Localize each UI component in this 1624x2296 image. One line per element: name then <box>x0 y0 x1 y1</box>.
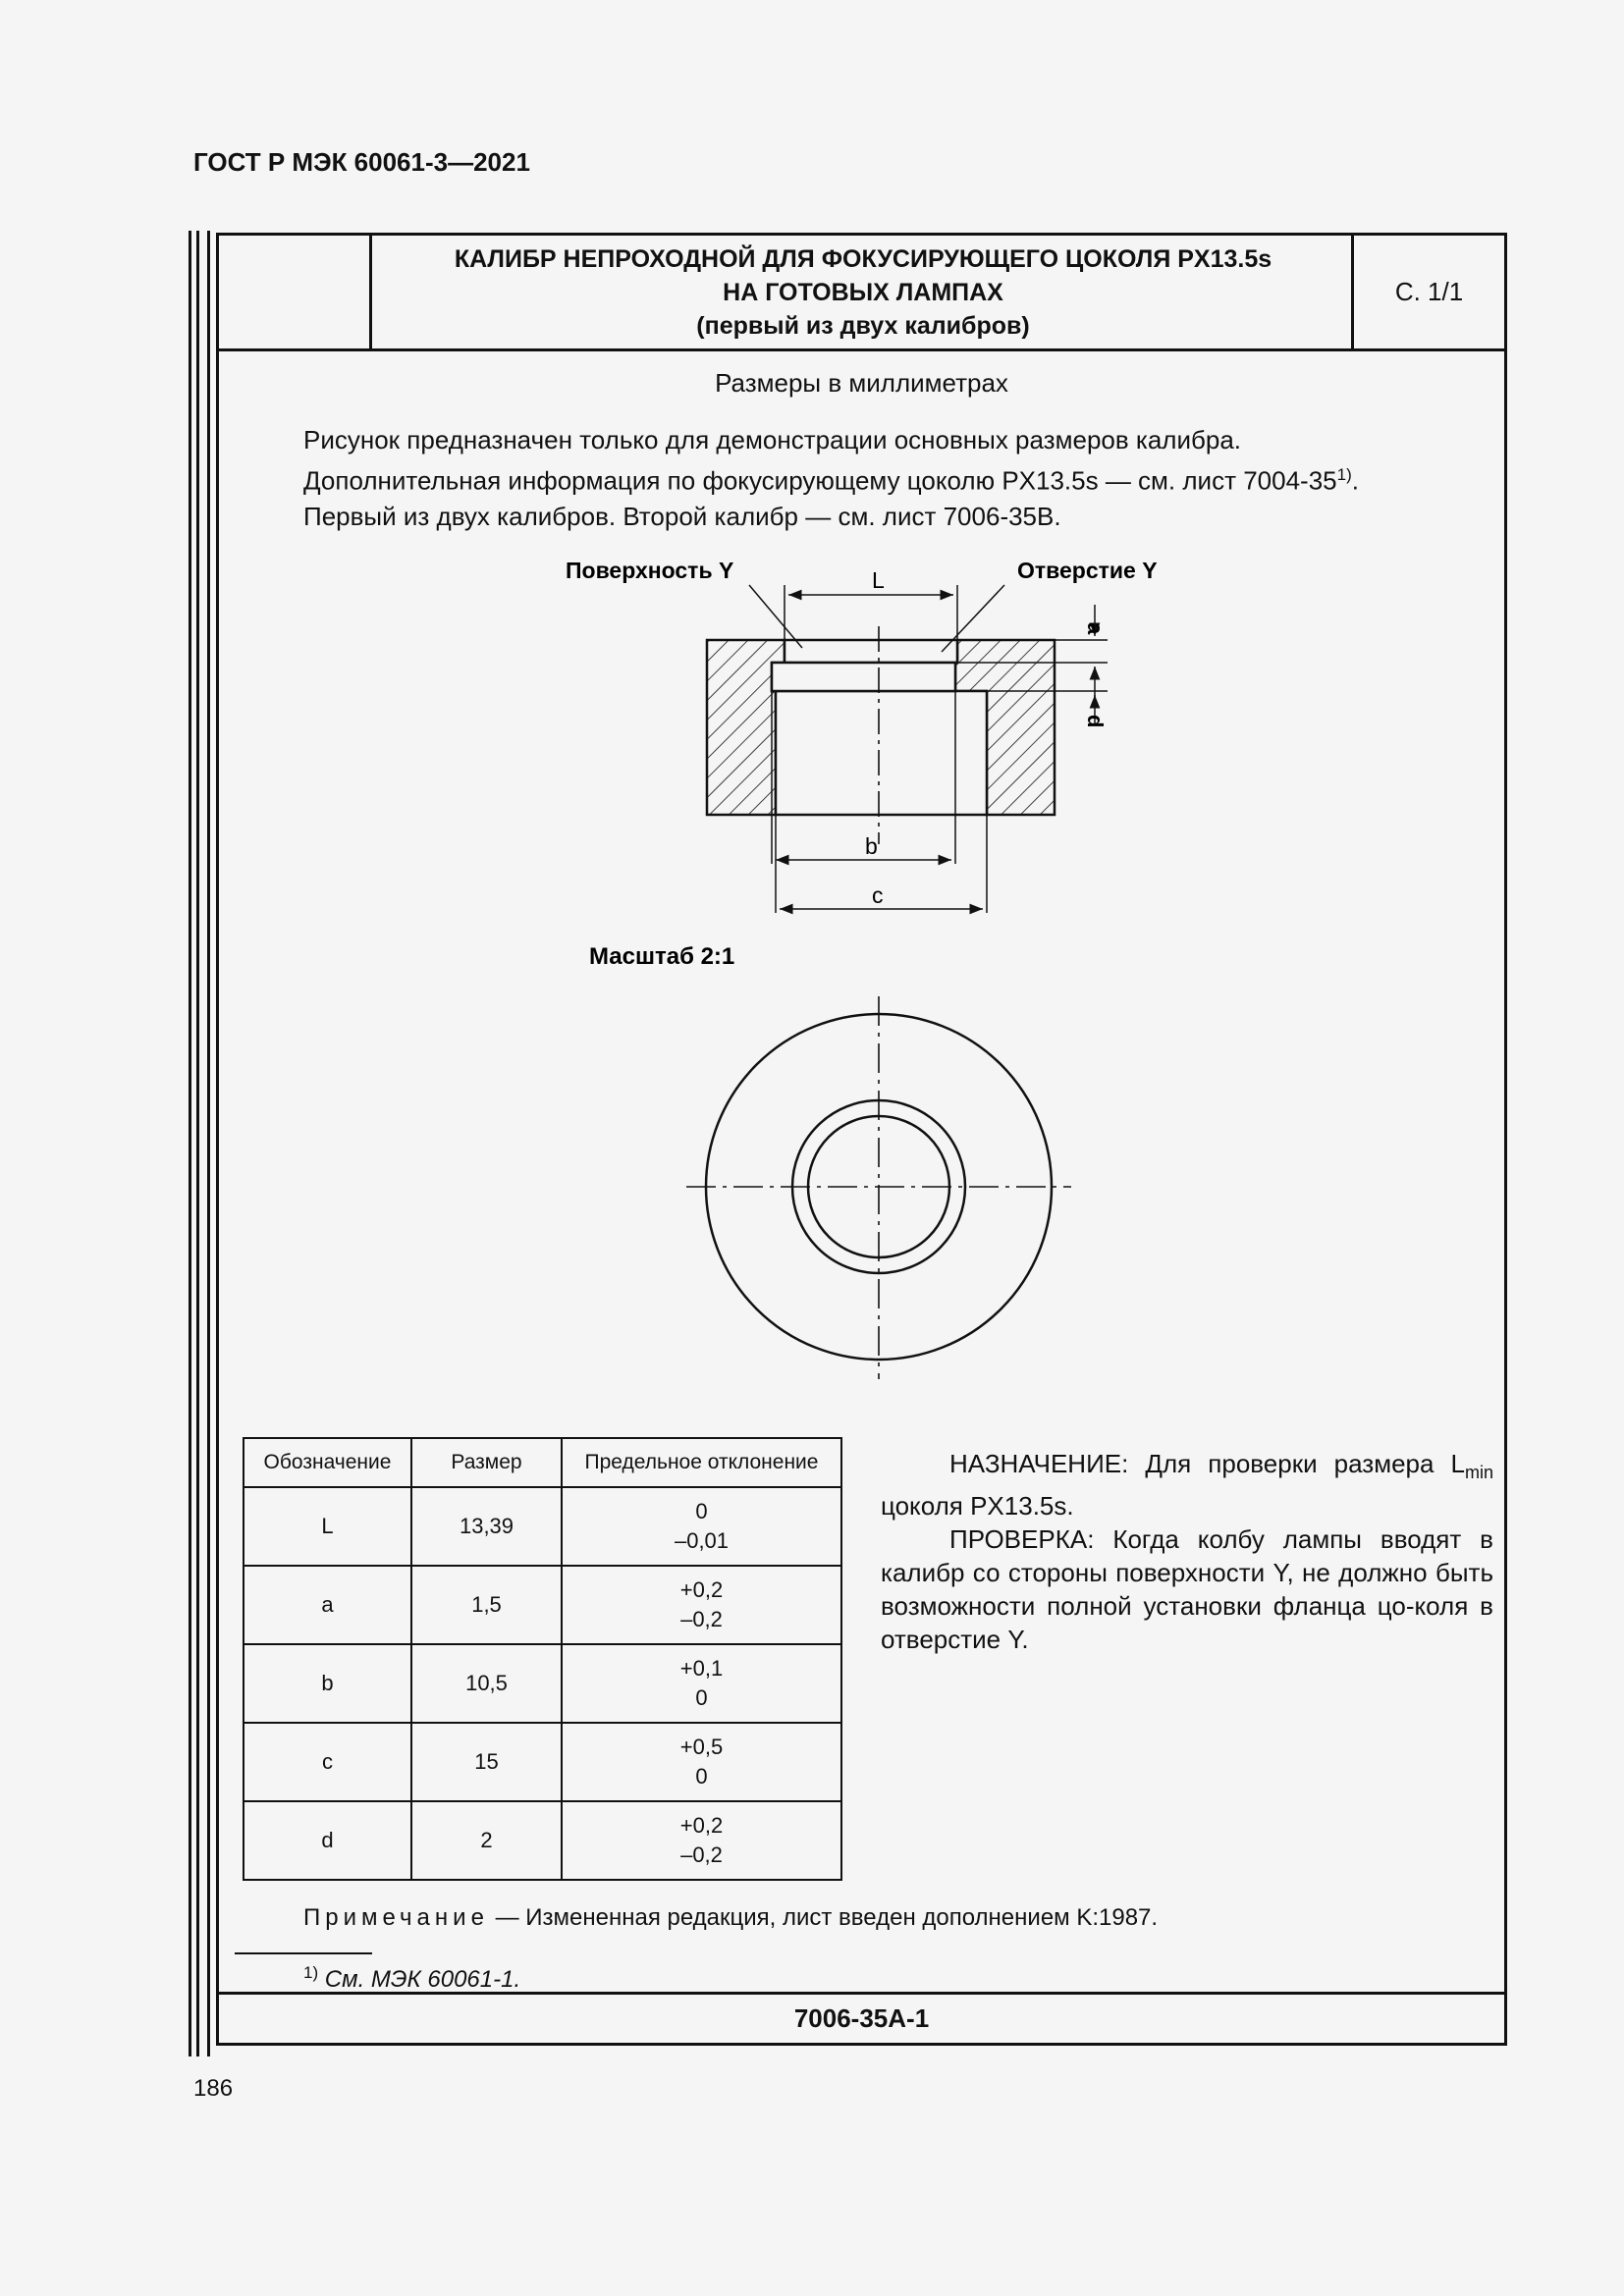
cell-size: 13,39 <box>411 1487 562 1566</box>
dev-lower: –0,2 <box>680 1842 723 1867</box>
cell-size: 15 <box>411 1723 562 1801</box>
intro-line-3: Первый из двух калибров. Второй калибр — см. лист 7006-35B. <box>303 501 1061 531</box>
table-row <box>244 1566 841 1644</box>
cell-symbol: L <box>244 1487 411 1566</box>
footnote <box>303 1963 520 1994</box>
label-surface-y: Поверхность Y <box>566 558 734 583</box>
table-header-row <box>244 1438 841 1487</box>
dev-upper: +0,1 <box>679 1656 724 1681</box>
intro-line-2-text: Дополнительная информация по фокусирующему цоколю PX13.5s — см. лист 7004-35 <box>303 465 1337 496</box>
cell-deviation <box>562 1644 841 1723</box>
table-row <box>244 1644 841 1723</box>
note <box>303 1904 1158 1932</box>
dev-upper: +0,5 <box>679 1735 724 1759</box>
recess-surface-y <box>785 640 957 663</box>
section-view <box>566 558 1158 913</box>
sheet-frame <box>216 233 1507 2046</box>
bore-b <box>772 663 955 691</box>
intro-line-2-end: . <box>1351 465 1359 496</box>
header-symbol: Обозначение <box>244 1438 411 1487</box>
purpose-text <box>881 1447 1493 1656</box>
cell-deviation <box>562 1801 841 1880</box>
cell-deviation <box>562 1723 841 1801</box>
footnote-separator <box>235 1952 372 1954</box>
purpose-start: НАЗНАЧЕНИЕ: Для проверки размера L <box>949 1449 1465 1478</box>
footnote-mark: 1) <box>303 1963 319 1982</box>
page-reference: С. 1/1 <box>1351 236 1504 348</box>
sheet-number: 7006-35A-1 <box>219 1992 1504 2043</box>
page-number: 186 <box>193 2075 234 2102</box>
sheet-title-line-3: (первый из двух калибров) <box>696 311 1030 340</box>
cell-size: 1,5 <box>411 1566 562 1644</box>
dev-upper: +0,2 <box>679 1813 724 1838</box>
sheet-title-line-1: КАЛИБР НЕПРОХОДНОЙ ДЛЯ ФОКУСИРУЮЩЕГО ЦОКОЛЯ PX13.5s <box>454 244 1272 273</box>
cell-symbol: d <box>244 1801 411 1880</box>
purpose-end: цоколя PX13.5s. <box>881 1491 1074 1522</box>
dim-label-L: L <box>872 567 885 593</box>
dim-label-a: a <box>1083 622 1108 635</box>
table-row <box>244 1723 841 1801</box>
plan-view <box>686 996 1071 1379</box>
table-row <box>244 1801 841 1880</box>
dev-lower: 0 <box>695 1764 708 1789</box>
check-paragraph: ПРОВЕРКА: Когда колбу лампы вводят в калибр со стороны поверхности Y, не должно быть возможности полной установки фланца цо-коля в отверстие Y. <box>881 1524 1493 1655</box>
sheet-title-line-2: НА ГОТОВЫХ ЛАМПАХ <box>723 278 1003 306</box>
cell-symbol: c <box>244 1723 411 1801</box>
dev-lower: –0,01 <box>674 1528 730 1553</box>
table-row <box>244 1487 841 1566</box>
dim-label-c: c <box>872 882 884 908</box>
label-hole-y: Отверстие Y <box>1017 558 1158 583</box>
dimensions-table <box>243 1437 842 1881</box>
cell-deviation <box>562 1566 841 1644</box>
subscript-min: min <box>1464 1463 1493 1483</box>
binding-margin-bars <box>189 231 210 2056</box>
footnote-text: См. МЭК 60061-1. <box>318 1966 521 1993</box>
dev-upper: +0,2 <box>679 1577 724 1602</box>
header-size: Размер <box>411 1438 562 1487</box>
dev-upper: 0 <box>695 1499 708 1523</box>
units-note: Размеры в миллиметрах <box>715 368 1008 398</box>
cell-symbol: b <box>244 1644 411 1723</box>
dev-lower: –0,2 <box>680 1607 723 1631</box>
footnote-ref: 1) <box>1336 465 1352 484</box>
cell-symbol: a <box>244 1566 411 1644</box>
dev-lower: 0 <box>695 1685 708 1710</box>
cell-size: 10,5 <box>411 1644 562 1723</box>
cell-size: 2 <box>411 1801 562 1880</box>
note-label: Примечание <box>303 1904 489 1931</box>
document-header: ГОСТ Р МЭК 60061-3—2021 <box>193 147 530 177</box>
header-deviation: Предельное отклонение <box>562 1438 841 1487</box>
scale-label: Масштаб 2:1 <box>589 943 735 970</box>
dim-label-b: b <box>865 833 878 859</box>
cell-deviation <box>562 1487 841 1566</box>
purpose-paragraph <box>881 1447 1493 1522</box>
intro-line-1: Рисунок предназначен только для демонстрации основных размеров калибра. <box>303 425 1242 454</box>
note-text: — Измененная редакция, лист введен дополнением K:1987. <box>488 1904 1159 1931</box>
dim-label-d: d <box>1083 715 1108 728</box>
